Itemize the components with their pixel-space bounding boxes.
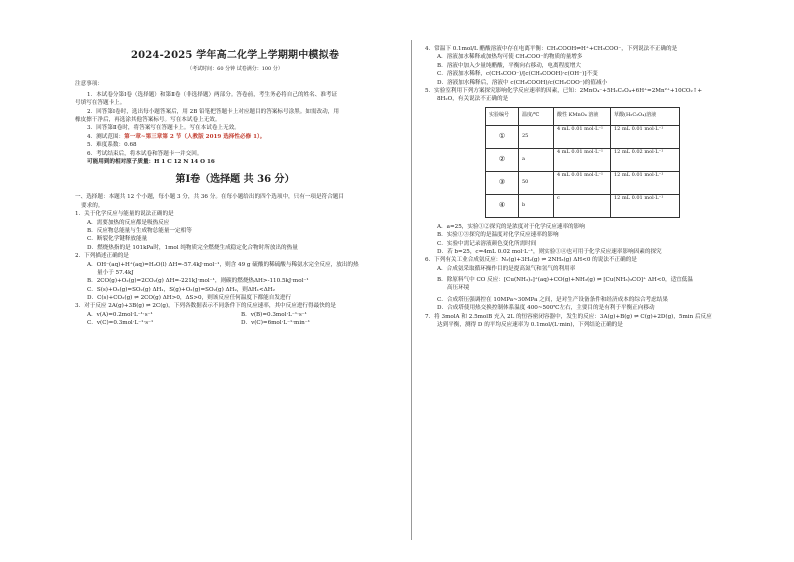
table-row — [486, 171, 680, 194]
q2-option-a: A．OH⁻(aq)+H⁺(aq)=H₂O(l) ΔH=-57.4kJ·mol⁻¹，则含 49 g 硫酸的稀硫酸与稀氨水完全反应，放出的热 — [87, 261, 359, 268]
note-1: 1．本试卷分第Ⅰ卷（选择题）和第Ⅱ卷（非选择题）两部分。答卷前，考生务必将自己的姓名、准考证 — [87, 91, 338, 98]
note-5: 5．难度系数：0.68 — [87, 142, 137, 149]
q1-option-c: C．断裂化学键释放能量 — [87, 236, 148, 243]
page-title: 2024-2025 学年高二化学上学期期中模拟卷 — [130, 50, 340, 61]
table-cell: 12 mL 0.01 mol·L⁻¹ — [611, 171, 680, 194]
q6-option-b: B．除原料气中 CO 反应：[Cu(NH₃)₂]⁺(aq)+CO(g)+NH₃(g) ⇌ [Cu(NH₃)₃CO]⁺ ΔH<0，适宜低温 — [437, 277, 693, 284]
right-column — [425, 45, 755, 329]
q3-option-b: B．v(B)=0.3mol·L⁻¹·s⁻¹ — [241, 311, 307, 318]
q3-stem: 3．对于反应 2A(g)+3B(g) ⇌ 2C(g)，下列各数据表示不同条件下的反应速率，其中反应进行得最快的是 — [75, 303, 336, 310]
table-row — [486, 148, 680, 171]
q1-option-b: B．反应物总能量与生成物总能量一定相等 — [87, 227, 192, 234]
table-row — [486, 125, 680, 148]
q5-option-a: A．a=25，实验①②探究的是浓度对于化学反应速率的影响 — [437, 223, 585, 230]
q3-option-c: C．v(C)=0.3mol·L⁻¹·s⁻¹ — [87, 320, 154, 327]
table-cell: ③ — [486, 171, 519, 194]
q2-option-c: C．S(s)+O₂(g)=SO₂(g) ΔH₁，S(g)+O₂(g)=SO₂(g) ΔH₂，则ΔH₁<ΔH₂ — [87, 286, 275, 293]
q2-option-a-cont: 量小于 57.4kJ — [97, 269, 134, 276]
note-6: 6．考试结束后，将本试卷和答题卡一并交回。 — [87, 150, 203, 157]
q3-option-d: D．v(C)=6mol·L⁻¹·min⁻¹ — [241, 320, 310, 327]
table-cell: ④ — [486, 194, 519, 217]
test-scope: 第一章~第三章第 2 节（人教版 2019 选择性必修 1）。 — [124, 133, 266, 140]
section-1-intro-cont: 要求的。 — [81, 202, 104, 209]
q3-options-row-2 — [75, 319, 395, 327]
notes-heading: 注意事项： — [75, 80, 103, 87]
q6-option-b-cont: 高压环境 — [447, 285, 470, 292]
q5-option-b: B．实验①③探究的是温度对化学反应速率的影响 — [437, 232, 559, 239]
table-cell: c — [554, 194, 611, 217]
atomic-masses: 可能用到的相对原子质量：H 1 C 12 N 14 O 16 — [87, 159, 215, 166]
note-4 — [75, 133, 395, 141]
section-1-intro: 一、选择题：本题共 12 个小题，每小题 3 分，共 36 分。在每小题给出的四个选项中，只有一项是符合题目 — [75, 194, 344, 201]
q6-option-d: D．合成塔使用热交换控制体系温度 400~500℃左右，主要目的是有利于平衡正向移动 — [437, 305, 655, 312]
q7-stem: 7．将 3molA 和 2.5molB 充入 2L 的恒容密闭容器中，发生的反应：3A(g)+B(g) ⇌ C(g)+2D(g)，5min 后反应 — [425, 313, 712, 320]
table-cell: a — [519, 148, 554, 171]
table-cell: 12 mL 0.01 mol·L⁻¹ — [611, 125, 680, 148]
table-cell: b — [519, 194, 554, 217]
q4-option-c: C．溶液加水稀释，c(CH₃COO⁻)/[c(CH₃COOH)·c(OH⁻)]不变 — [437, 71, 598, 78]
q5-option-c: C．实验中需记录溶液颜色变化所需时间 — [437, 240, 537, 247]
note-2: 2．回答第Ⅰ卷时，选出每小题答案后，用 2B 铅笔把答题卡上对应题目的答案标号涂黑。如需改动，用 — [87, 108, 339, 115]
q1-option-a: A．需要加热的反应都是吸热反应 — [87, 219, 170, 226]
table-header: 草酸(H₂C₂O₄)溶液 — [611, 107, 680, 125]
note-2-cont: 橡皮擦干净后，再选涂其他答案标号。写在本试卷上无效。 — [75, 117, 221, 124]
q6-option-c: C．合成塔压强调控在 10MPa~30MPa 之间，是对生产设备条件和经济成本的综合考虑结果 — [437, 296, 668, 303]
table-cell: 12 mL 0.01 mol·L⁻¹ — [611, 194, 680, 217]
table-header: 酸性 KMnO₄ 溶液 — [554, 107, 611, 125]
table-cell: 25 — [519, 125, 554, 148]
exam-info: （考试时间：60 分钟 试卷满分：100 分） — [187, 66, 283, 72]
table-cell: 4 mL 0.01 mol·L⁻¹ — [554, 125, 611, 148]
table-cell: 50 — [519, 171, 554, 194]
table-header: 温度/℃ — [519, 107, 554, 125]
note-3: 3．回答第Ⅱ卷时，将答案写在答题卡上。写在本试卷上无效。 — [87, 125, 240, 132]
q3-option-a: A．v(A)=0.2mol·L⁻¹·s⁻¹ — [87, 311, 153, 318]
q3-options-row-1 — [75, 311, 395, 319]
q2-option-d: D．C(s)+CO₂(g) ⇌ 2CO(g) ΔH>0，ΔS>0，则该反应任何温度下都能自发进行 — [87, 295, 292, 302]
table-cell: ② — [486, 148, 519, 171]
note-4-prefix: 4．测试范围： — [87, 133, 125, 140]
section-1-title: 第Ⅰ卷（选择题 共 36 分） — [175, 174, 295, 186]
q2-option-b: B．2CO(g)+O₂(g)=2CO₂(g) ΔH=-221kJ·mol⁻¹，则碳的燃烧热ΔH>-110.5kJ·mol⁻¹ — [87, 278, 309, 285]
q1-option-d: D．燃烧热指的是 101kPa时，1mol 纯物质完全燃烧生成稳定化合物时所放出的热量 — [87, 244, 298, 251]
column-divider — [411, 40, 412, 540]
q2-stem: 2．下列描述正确的是 — [75, 253, 129, 260]
q5-option-d: D．若 b=25，c=4mL 0.02 mol·L⁻¹，则实验①④也可用于化学反应速率影响因素的探究 — [437, 248, 662, 255]
q4-option-b: B．溶液中加入少量纯醋酸，平衡向右移动，电离程度增大 — [437, 62, 581, 69]
table-cell: 4 mL 0.01 mol·L⁻¹ — [554, 171, 611, 194]
experiment-table — [485, 107, 680, 218]
q5-stem-cont: 8H₂O，有关说法不正确的是 — [437, 96, 509, 103]
q6-stem: 6．下列有关工业合成氨反应：N₂(g)+3H₂(g) ⇌ 2NH₃(g) ΔH<0 的说法不正确的是 — [425, 257, 637, 264]
table-row — [486, 194, 680, 217]
q4-option-a: A．溶液加水稀释或加热均可使 CH₃COO⁻的物质的量增多 — [437, 54, 583, 61]
table-cell: 12 mL 0.02 mol·L⁻¹ — [611, 148, 680, 171]
q5-stem: 5．实验室利用下列方案探究影响化学反应速率的因素，已知：2MnO₄⁻+5H₂C₂O₄+6H⁺=2Mn²⁺+10CO₂↑+ — [425, 87, 703, 94]
table-cell: 4 mL 0.01 mol·L⁻¹ — [554, 148, 611, 171]
note-1-cont: 号填写在答题卡上。 — [75, 100, 126, 107]
q1-stem: 1．关于化学反应与能量的说法正确的是 — [75, 211, 174, 218]
q4-stem: 4．常温下 0.1mol/L 醋酸溶液中存在电离平衡：CH₃COOH⇌H⁺+CH₃COO⁻，下列说法不正确的是 — [425, 46, 678, 52]
table-cell: ① — [486, 125, 519, 148]
table-header-row — [486, 107, 680, 125]
q7-stem-cont: 达到平衡，测得 D 的平均反应速率为 0.1mol/(L·min)，下列结论正确的是 — [437, 322, 623, 329]
q4-option-d: D．溶液加水稀释后，溶液中 c(CH₃COOH)/c(CH₃COO⁻)的值减小 — [437, 79, 608, 86]
left-column — [75, 48, 395, 328]
table-header: 实验编号 — [486, 107, 519, 125]
q6-option-a: A．合成氨采取循环操作目的是提高氮气和氢气的利用率 — [437, 265, 576, 272]
